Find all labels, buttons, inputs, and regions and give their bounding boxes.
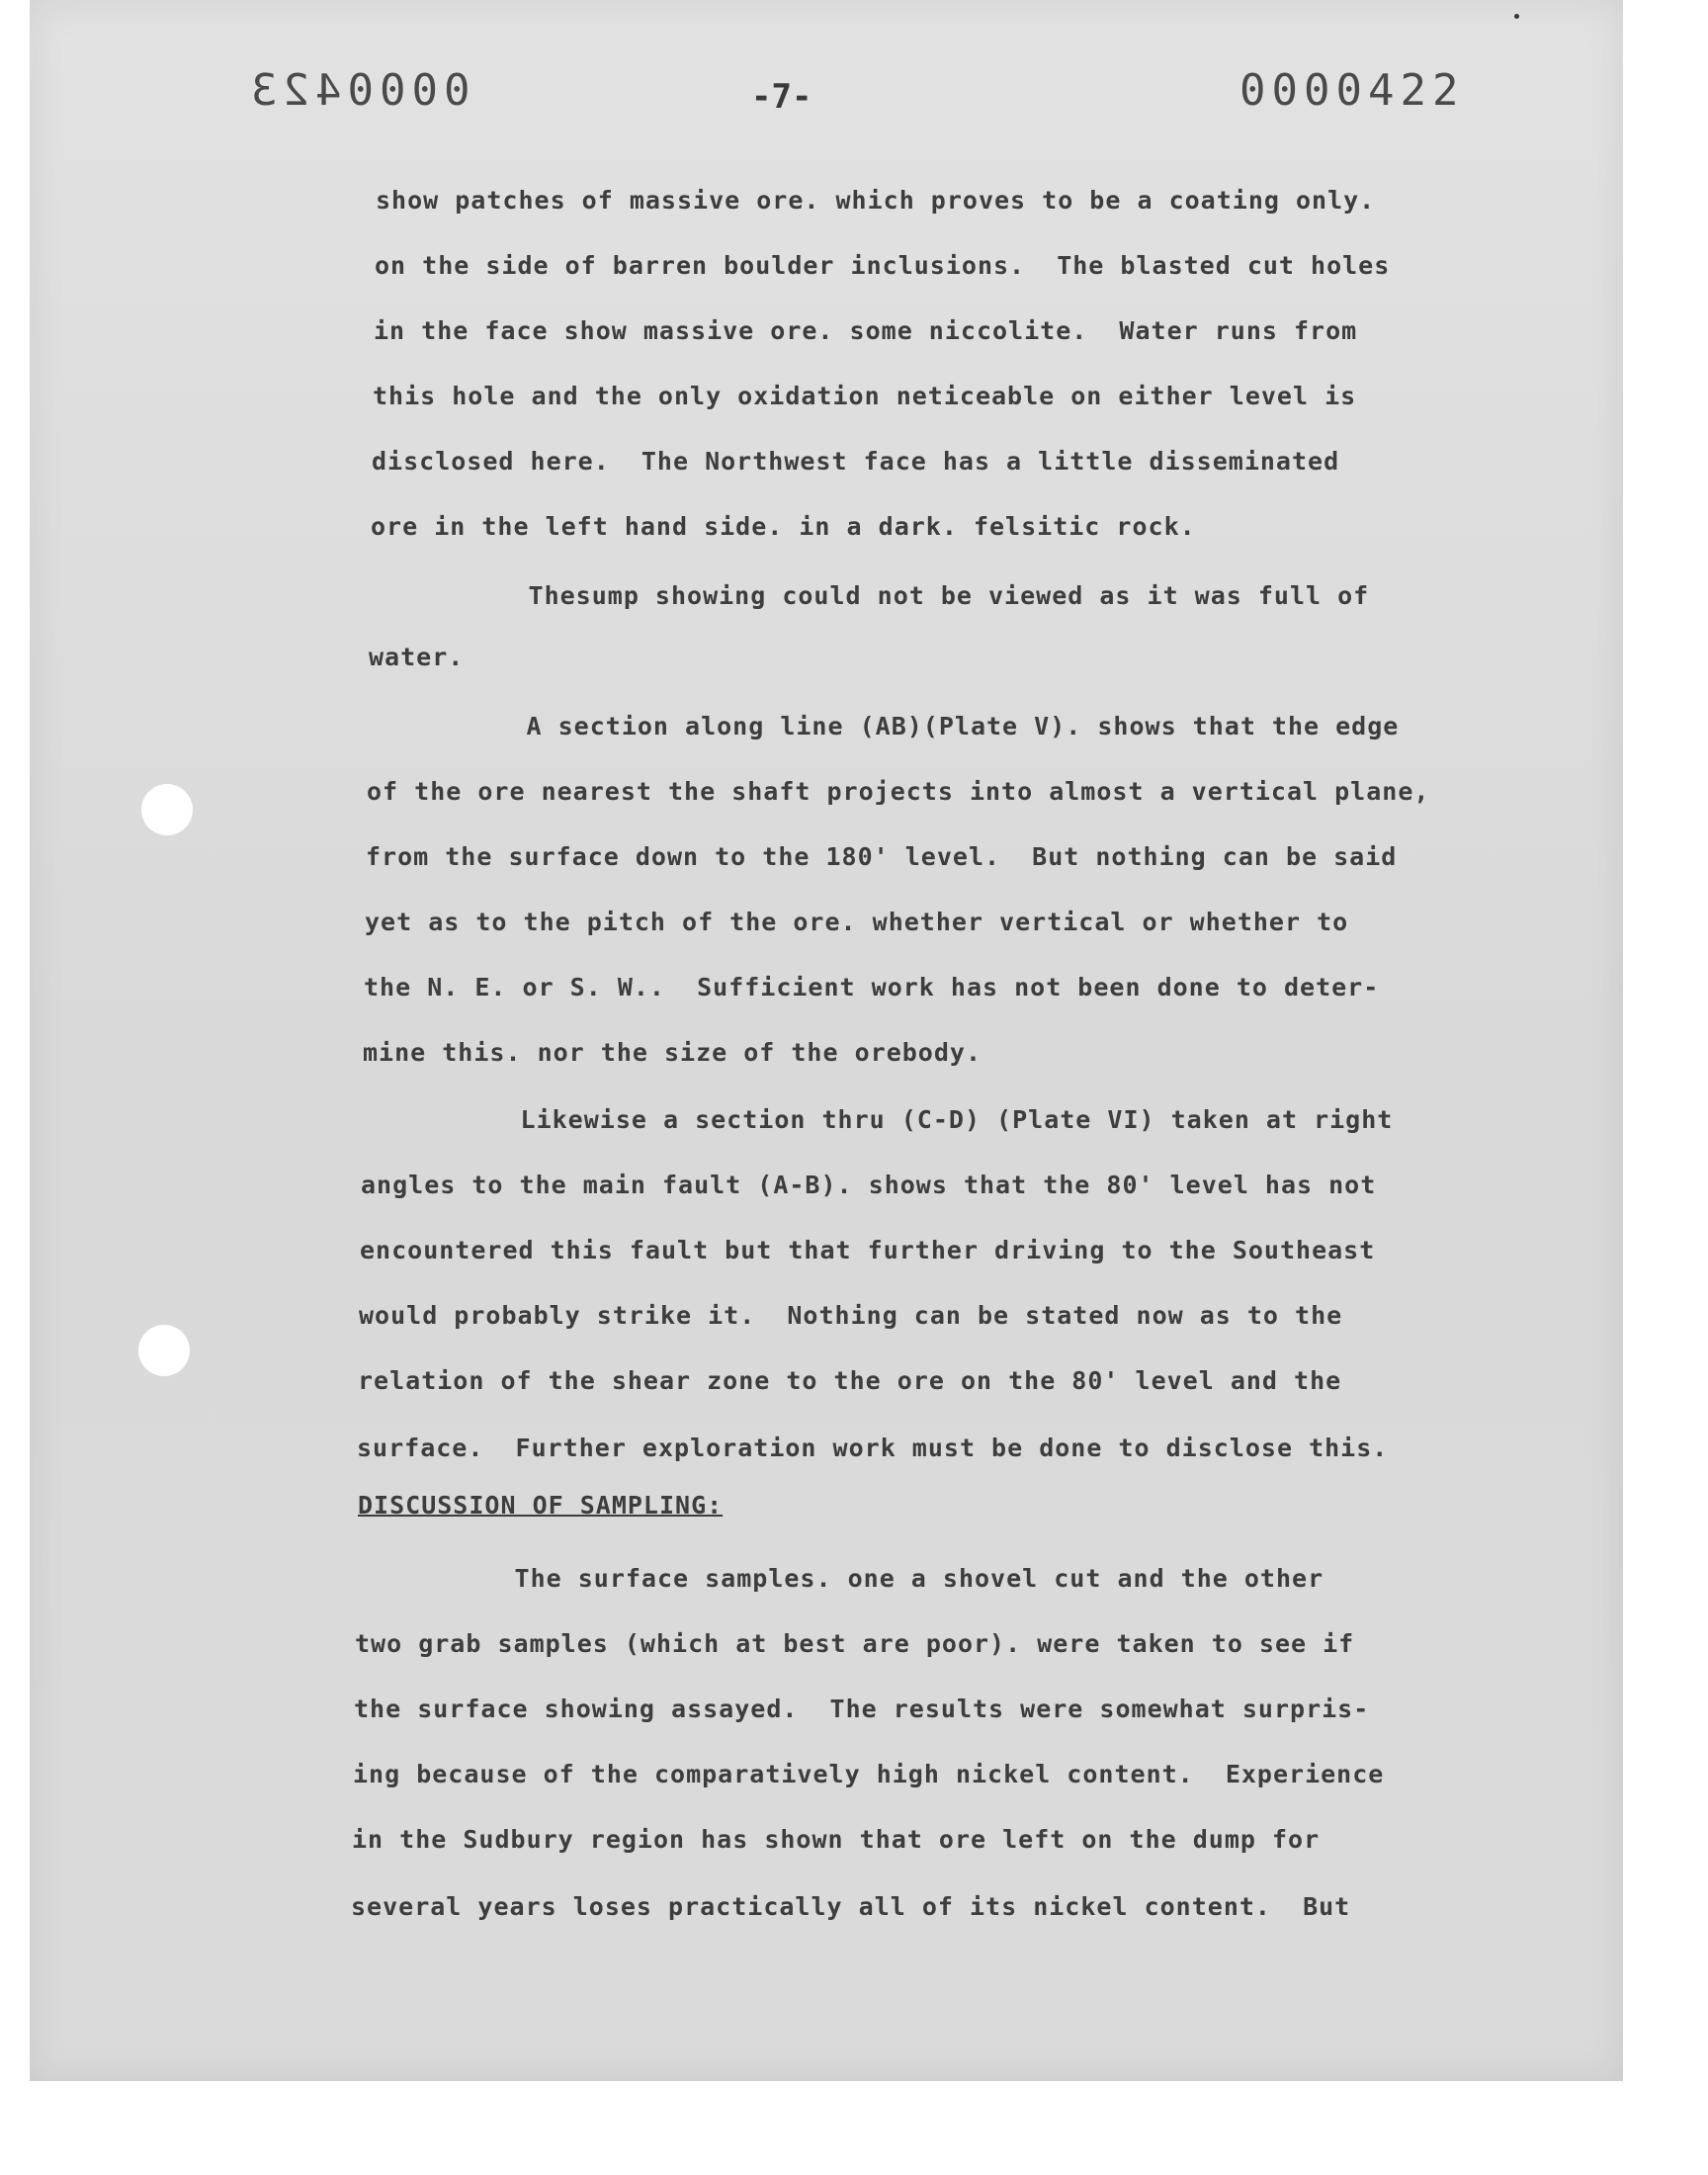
document-number-stamp-right: 0000422	[1239, 65, 1465, 116]
body-line: The surface samples. one a shovel cut and the other	[356, 1564, 1324, 1593]
body-line: ore in the left hand side. in a dark. felsitic rock.	[371, 512, 1196, 541]
body-line: angles to the main fault (A-B). shows that the 80' level has not	[361, 1171, 1377, 1199]
body-line: in the Sudbury region has shown that ore left on the dump for	[352, 1825, 1321, 1854]
body-line: the surface showing assayed. The results were somewhat surpris-	[354, 1695, 1370, 1723]
body-line: from the surface down to the 180' level. But nothing can be said	[366, 842, 1398, 871]
body-line: relation of the shear zone to the ore on the 80' level and the	[358, 1366, 1342, 1395]
section-heading: DISCUSSION OF SAMPLING:	[358, 1491, 724, 1520]
body-line: on the side of barren boulder inclusions. The blasted cut holes	[375, 251, 1391, 280]
page-number: -7-	[751, 77, 812, 117]
body-line: show patches of massive ore. which proves to be a coating only.	[376, 186, 1376, 215]
body-line: would probably strike it. Nothing can be stated now as to the	[359, 1301, 1343, 1330]
body-line: encountered this fault but that further driving to the Southeast	[360, 1236, 1376, 1264]
body-line: this hole and the only oxidation neticeable on either level is	[373, 382, 1357, 410]
body-line: Thesump showing could not be viewed as it was full of	[370, 581, 1370, 610]
body-line: A section along line (AB)(Plate V). shows that the edge	[368, 712, 1400, 740]
body-line: in the face show massive ore. some niccolite. Water runs from	[374, 316, 1358, 345]
body-line: two grab samples (which at best are poor). were taken to see if	[355, 1629, 1355, 1658]
body-line: of the ore nearest the shaft projects into almost a vertical plane,	[367, 777, 1430, 806]
body-line: water.	[369, 643, 465, 671]
punch-hole	[141, 784, 193, 835]
body-line: yet as to the pitch of the ore. whether vertical or whether to	[365, 908, 1349, 936]
paper-speck	[1514, 14, 1519, 19]
body-line: surface. Further exploration work must be done to disclose this.	[357, 1434, 1389, 1462]
body-line: ing because of the comparatively high nickel content. Experience	[353, 1760, 1385, 1788]
document-number-stamp-left: 0000423	[245, 65, 470, 116]
punch-hole	[138, 1325, 190, 1376]
body-line: mine this. nor the size of the orebody.	[363, 1038, 982, 1067]
body-line: several years loses practically all of its nickel content. But	[351, 1892, 1351, 1921]
body-line: Likewise a section thru (C-D) (Plate VI) taken at right	[362, 1105, 1394, 1134]
body-line: the N. E. or S. W.. Sufficient work has not been done to deter-	[364, 973, 1380, 1001]
body-line: disclosed here. The Northwest face has a little disseminated	[372, 447, 1340, 476]
